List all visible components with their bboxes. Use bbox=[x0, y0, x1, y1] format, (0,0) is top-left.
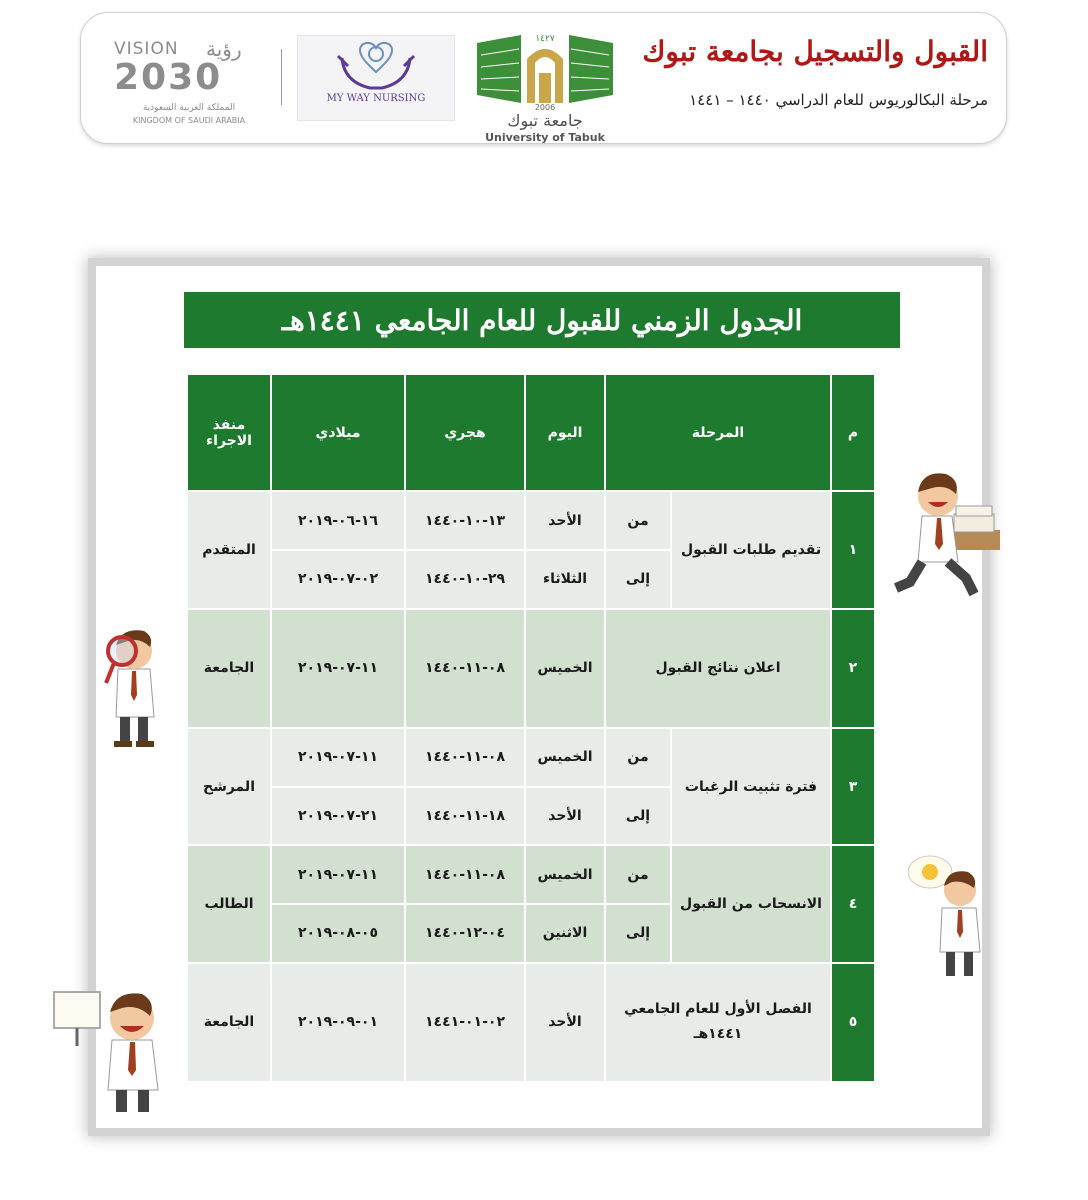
hijri-date-cell: ٢٩-١٠-١٤٤٠ bbox=[405, 550, 525, 609]
executor-cell: الجامعة bbox=[187, 963, 271, 1082]
header-executor: منفذ الاجراء bbox=[187, 374, 271, 491]
svg-text:١٤٢٧: ١٤٢٧ bbox=[535, 34, 555, 44]
university-name-english: University of Tabuk bbox=[485, 131, 605, 144]
vision-word-arabic: رؤية bbox=[206, 37, 242, 61]
kingdom-arabic: المملكة العربية السعودية bbox=[142, 103, 236, 113]
hijri-date-cell: ١٨-١١-١٤٤٠ bbox=[405, 787, 525, 846]
vision-year: 2030 bbox=[114, 57, 223, 98]
header-num: م bbox=[831, 374, 875, 491]
schedule-title-banner: الجدول الزمني للقبول للعام الجامعي ١٤٤١هـ bbox=[184, 292, 900, 348]
day-cell: الخميس bbox=[525, 845, 605, 904]
day-cell: الأحد bbox=[525, 491, 605, 550]
stage-cell: الانسحاب من القبول bbox=[671, 845, 831, 962]
page-title: القبول والتسجيل بجامعة تبوك bbox=[642, 35, 988, 68]
to-label: إلى bbox=[605, 904, 671, 963]
gregorian-date-cell: ١١-٠٧-٢٠١٩ bbox=[271, 609, 405, 728]
stage-cell: فترة تثبيت الرغبات bbox=[671, 728, 831, 845]
row-number: ٢ bbox=[831, 609, 875, 728]
gregorian-date-cell: ١٦-٠٦-٢٠١٩ bbox=[271, 491, 405, 550]
row-number: ١ bbox=[831, 491, 875, 608]
nursing-caption: MY WAY NURSING bbox=[326, 93, 426, 104]
day-cell: الاثنين bbox=[525, 904, 605, 963]
from-label: من bbox=[605, 491, 671, 550]
gregorian-date-cell: ١١-٠٧-٢٠١٩ bbox=[271, 845, 405, 904]
table-row bbox=[187, 728, 875, 787]
stage-cell: تقديم طلبات القبول bbox=[671, 491, 831, 608]
hijri-date-cell: ٠٨-١١-١٤٤٠ bbox=[405, 609, 525, 728]
day-cell: الأحد bbox=[525, 963, 605, 1082]
table-header-row bbox=[187, 374, 875, 491]
header-gregorian: ميلادي bbox=[271, 374, 405, 491]
hijri-date-cell: ٠٤-١٢-١٤٤٠ bbox=[405, 904, 525, 963]
gregorian-date-cell: ٠٥-٠٨-٢٠١٩ bbox=[271, 904, 405, 963]
gregorian-date-cell: ١١-٠٧-٢٠١٩ bbox=[271, 728, 405, 787]
day-cell: الثلاثاء bbox=[525, 550, 605, 609]
hijri-date-cell: ٠٨-١١-١٤٤٠ bbox=[405, 728, 525, 787]
day-cell: الخميس bbox=[525, 728, 605, 787]
executor-cell: المرشح bbox=[187, 728, 271, 845]
to-label: إلى bbox=[605, 787, 671, 846]
day-cell: الخميس bbox=[525, 609, 605, 728]
gregorian-date-cell: ٠١-٠٩-٢٠١٩ bbox=[271, 963, 405, 1082]
nursing-logo bbox=[297, 35, 455, 121]
hands-heart-icon bbox=[298, 36, 454, 96]
hijri-date-cell: ١٣-١٠-١٤٤٠ bbox=[405, 491, 525, 550]
to-label: إلى bbox=[605, 550, 671, 609]
university-of-tabuk-logo bbox=[469, 33, 621, 145]
header-hijri: هجري bbox=[405, 374, 525, 491]
admission-schedule-table bbox=[186, 373, 876, 1083]
table-row bbox=[187, 845, 875, 904]
hijri-date-cell: ٠٢-٠١-١٤٤١ bbox=[405, 963, 525, 1082]
university-name-arabic: جامعة تبوك bbox=[507, 111, 583, 130]
table-row bbox=[187, 963, 875, 1082]
header-stage: المرحلة bbox=[605, 374, 831, 491]
businessman-lightbulb-icon bbox=[900, 852, 1000, 982]
page-subtitle: مرحلة البكالوريوس للعام الدراسي ١٤٤٠ – ١٤٤١ bbox=[689, 91, 988, 109]
vision-word: VISION bbox=[114, 39, 179, 59]
hijri-date-cell: ٠٨-١١-١٤٤٠ bbox=[405, 845, 525, 904]
kingdom-english: KINGDOM OF SAUDI ARABIA bbox=[132, 116, 246, 125]
stage-cell: اعلان نتائج القبول bbox=[605, 609, 831, 728]
businessman-blank-sign-icon bbox=[52, 982, 172, 1116]
vision-2030-logo bbox=[106, 39, 286, 139]
table-row bbox=[187, 491, 875, 550]
header-day: اليوم bbox=[525, 374, 605, 491]
day-cell: الأحد bbox=[525, 787, 605, 846]
executor-cell: الطالب bbox=[187, 845, 271, 962]
stage-cell: الفصل الأول للعام الجامعي ١٤٤١هـ bbox=[605, 963, 831, 1082]
from-label: من bbox=[605, 728, 671, 787]
row-number: ٥ bbox=[831, 963, 875, 1082]
gregorian-date-cell: ٢١-٠٧-٢٠١٩ bbox=[271, 787, 405, 846]
from-label: من bbox=[605, 845, 671, 904]
executor-cell: الجامعة bbox=[187, 609, 271, 728]
tabuk-emblem-icon bbox=[469, 33, 621, 111]
executor-cell: المتقدم bbox=[187, 491, 271, 608]
table-row bbox=[187, 609, 875, 728]
businessman-carrying-boxes-icon bbox=[888, 470, 1008, 600]
header-card bbox=[80, 12, 1007, 144]
gregorian-date-cell: ٠٢-٠٧-٢٠١٩ bbox=[271, 550, 405, 609]
svg-text:2006: 2006 bbox=[534, 103, 556, 111]
businessman-magnifier-icon bbox=[100, 625, 180, 750]
row-number: ٤ bbox=[831, 845, 875, 962]
row-number: ٣ bbox=[831, 728, 875, 845]
